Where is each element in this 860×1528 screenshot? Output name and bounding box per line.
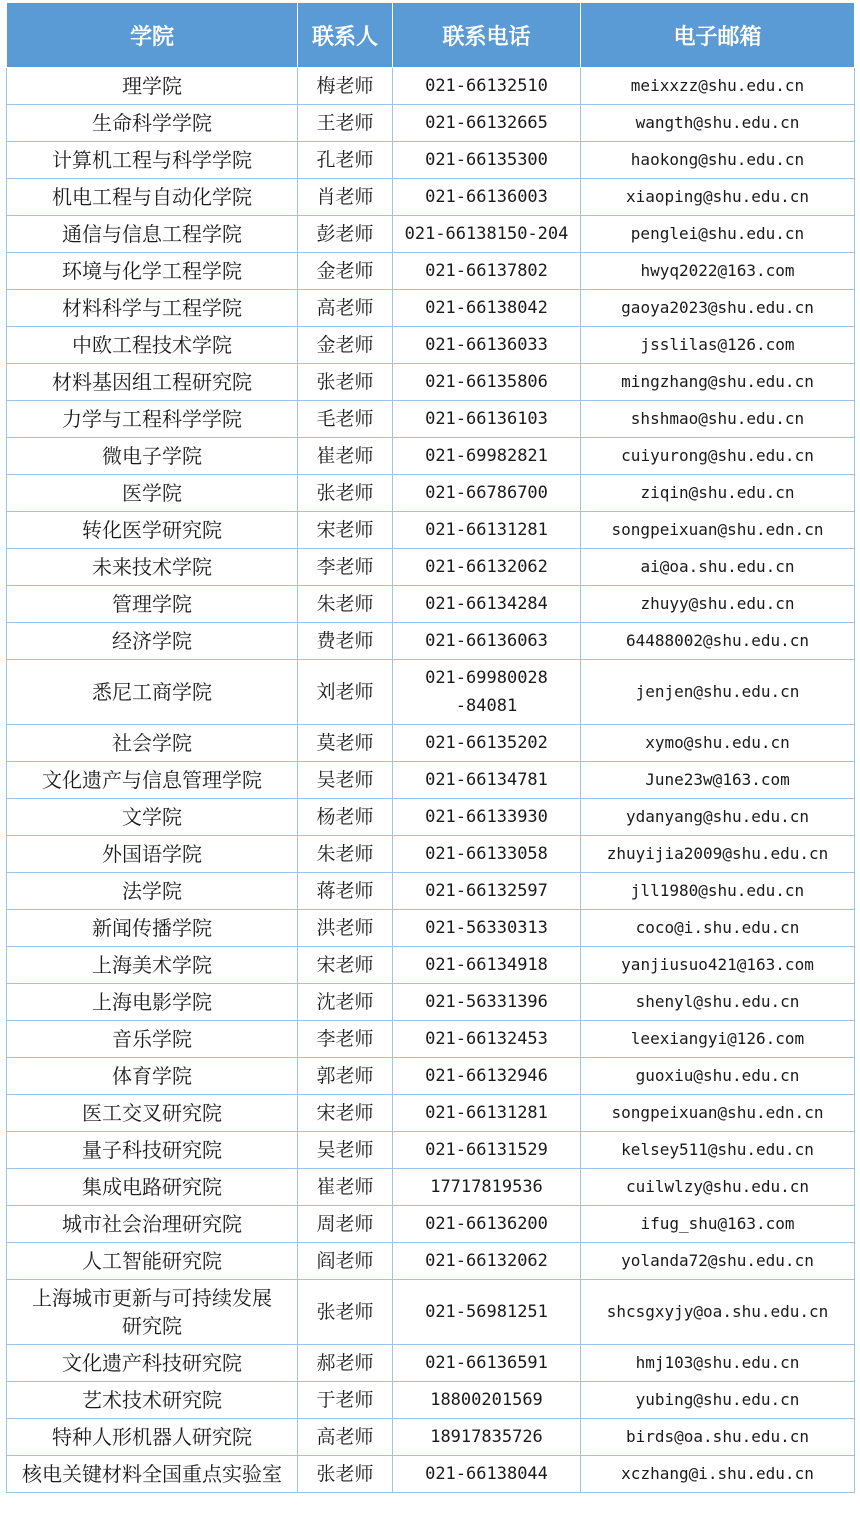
table-row — [7, 947, 855, 984]
table-row — [7, 1419, 855, 1456]
phone-cell: 18800201569 — [393, 1382, 581, 1419]
email-cell[interactable]: jsslilas@126.com — [581, 327, 855, 364]
phone-cell: 021-66135806 — [393, 364, 581, 401]
school-cell: 文学院 — [7, 799, 298, 836]
email-cell[interactable]: zhuyy@shu.edu.cn — [581, 586, 855, 623]
contact-cell: 李老师 — [298, 549, 393, 586]
email-cell[interactable]: penglei@shu.edu.cn — [581, 216, 855, 253]
contact-cell: 周老师 — [298, 1206, 393, 1243]
email-cell[interactable]: songpeixuan@shu.edn.cn — [581, 1095, 855, 1132]
phone-cell: 021-66136103 — [393, 401, 581, 438]
school-cell: 上海城市更新与可持续发展 研究院 — [7, 1280, 298, 1345]
contact-cell: 宋老师 — [298, 1095, 393, 1132]
email-cell[interactable]: jll1980@shu.edu.cn — [581, 873, 855, 910]
table-row — [7, 1095, 855, 1132]
contact-cell: 刘老师 — [298, 660, 393, 725]
email-cell[interactable]: shcsgxyjy@oa.shu.edu.cn — [581, 1280, 855, 1345]
phone-cell: 021-56331396 — [393, 984, 581, 1021]
table-row — [7, 68, 855, 105]
school-cell: 悉尼工商学院 — [7, 660, 298, 725]
table-row — [7, 799, 855, 836]
contact-cell: 杨老师 — [298, 799, 393, 836]
school-cell: 集成电路研究院 — [7, 1169, 298, 1206]
phone-cell: 021-66132062 — [393, 549, 581, 586]
school-cell: 通信与信息工程学院 — [7, 216, 298, 253]
contact-cell: 金老师 — [298, 327, 393, 364]
school-cell: 外国语学院 — [7, 836, 298, 873]
table-row — [7, 105, 855, 142]
school-cell: 人工智能研究院 — [7, 1243, 298, 1280]
school-cell: 城市社会治理研究院 — [7, 1206, 298, 1243]
table-row — [7, 1382, 855, 1419]
contact-cell: 张老师 — [298, 1280, 393, 1345]
school-cell: 音乐学院 — [7, 1021, 298, 1058]
school-cell: 中欧工程技术学院 — [7, 327, 298, 364]
table-row — [7, 401, 855, 438]
phone-cell: 021-66132597 — [393, 873, 581, 910]
phone-cell: 18917835726 — [393, 1419, 581, 1456]
school-cell: 材料科学与工程学院 — [7, 290, 298, 327]
phone-cell: 021-66135202 — [393, 725, 581, 762]
contact-cell: 郭老师 — [298, 1058, 393, 1095]
school-cell: 环境与化学工程学院 — [7, 253, 298, 290]
contact-cell: 高老师 — [298, 1419, 393, 1456]
email-cell[interactable]: xiaoping@shu.edu.cn — [581, 179, 855, 216]
school-cell: 文化遗产科技研究院 — [7, 1345, 298, 1382]
contact-cell: 吴老师 — [298, 762, 393, 799]
email-cell[interactable]: guoxiu@shu.edu.cn — [581, 1058, 855, 1095]
school-cell: 文化遗产与信息管理学院 — [7, 762, 298, 799]
email-cell[interactable]: yolanda72@shu.edu.cn — [581, 1243, 855, 1280]
contact-cell: 张老师 — [298, 475, 393, 512]
contact-cell: 王老师 — [298, 105, 393, 142]
email-cell[interactable]: songpeixuan@shu.edn.cn — [581, 512, 855, 549]
school-cell: 核电关键材料全国重点实验室 — [7, 1456, 298, 1493]
header-row — [7, 3, 855, 68]
school-cell: 体育学院 — [7, 1058, 298, 1095]
contact-cell: 张老师 — [298, 1456, 393, 1493]
school-cell: 社会学院 — [7, 725, 298, 762]
table-row — [7, 586, 855, 623]
phone-cell: 021-66138042 — [393, 290, 581, 327]
email-cell[interactable]: yubing@shu.edu.cn — [581, 1382, 855, 1419]
email-cell[interactable]: xczhang@i.shu.edu.cn — [581, 1456, 855, 1493]
email-cell[interactable]: ydanyang@shu.edu.cn — [581, 799, 855, 836]
table-row — [7, 725, 855, 762]
email-cell[interactable]: ai@oa.shu.edu.cn — [581, 549, 855, 586]
contact-cell: 金老师 — [298, 253, 393, 290]
table-row — [7, 1280, 855, 1345]
email-cell[interactable]: wangth@shu.edu.cn — [581, 105, 855, 142]
school-cell: 微电子学院 — [7, 438, 298, 475]
table-row — [7, 179, 855, 216]
email-cell[interactable]: haokong@shu.edu.cn — [581, 142, 855, 179]
table-row — [7, 1169, 855, 1206]
phone-cell: 021-66133058 — [393, 836, 581, 873]
table-row — [7, 1132, 855, 1169]
email-cell[interactable]: shshmao@shu.edu.cn — [581, 401, 855, 438]
school-cell: 力学与工程科学学院 — [7, 401, 298, 438]
phone-cell: 021-66131281 — [393, 1095, 581, 1132]
phone-cell: 021-66136063 — [393, 623, 581, 660]
contact-cell: 于老师 — [298, 1382, 393, 1419]
email-cell[interactable]: birds@oa.shu.edu.cn — [581, 1419, 855, 1456]
phone-cell: 021-66134781 — [393, 762, 581, 799]
email-cell[interactable]: hwyq2022@163.com — [581, 253, 855, 290]
contact-cell: 孔老师 — [298, 142, 393, 179]
phone-cell: 021-66786700 — [393, 475, 581, 512]
table-row — [7, 623, 855, 660]
contact-cell: 崔老师 — [298, 438, 393, 475]
phone-cell: 021-66136200 — [393, 1206, 581, 1243]
email-cell[interactable]: gaoya2023@shu.edu.cn — [581, 290, 855, 327]
school-cell: 计算机工程与科学学院 — [7, 142, 298, 179]
table-row — [7, 1345, 855, 1382]
phone-cell: 021-66132453 — [393, 1021, 581, 1058]
school-cell: 医工交叉研究院 — [7, 1095, 298, 1132]
phone-cell: 021-66134918 — [393, 947, 581, 984]
contact-cell: 朱老师 — [298, 586, 393, 623]
school-cell: 生命科学学院 — [7, 105, 298, 142]
email-cell[interactable]: June23w@163.com — [581, 762, 855, 799]
phone-cell: 021-66136033 — [393, 327, 581, 364]
contact-cell: 彭老师 — [298, 216, 393, 253]
email-cell[interactable]: zhuyijia2009@shu.edu.cn — [581, 836, 855, 873]
phone-cell: 021-66138150-204 — [393, 216, 581, 253]
header-school: 学院 — [7, 3, 298, 68]
table-row — [7, 1058, 855, 1095]
contact-cell: 朱老师 — [298, 836, 393, 873]
table-row — [7, 327, 855, 364]
table-row — [7, 216, 855, 253]
school-cell: 转化医学研究院 — [7, 512, 298, 549]
email-cell[interactable]: jenjen@shu.edu.cn — [581, 660, 855, 725]
phone-cell: 021-66136003 — [393, 179, 581, 216]
email-cell[interactable]: shenyl@shu.edu.cn — [581, 984, 855, 1021]
email-cell[interactable]: yanjiusuo421@163.com — [581, 947, 855, 984]
phone-cell: 021-66132062 — [393, 1243, 581, 1280]
table-body — [7, 68, 855, 1493]
email-cell[interactable]: hmj103@shu.edu.cn — [581, 1345, 855, 1382]
table-row — [7, 873, 855, 910]
table-row — [7, 836, 855, 873]
contact-cell: 洪老师 — [298, 910, 393, 947]
table-row — [7, 1456, 855, 1493]
contact-cell: 崔老师 — [298, 1169, 393, 1206]
contact-cell: 毛老师 — [298, 401, 393, 438]
school-cell: 机电工程与自动化学院 — [7, 179, 298, 216]
phone-cell: 17717819536 — [393, 1169, 581, 1206]
school-cell: 材料基因组工程研究院 — [7, 364, 298, 401]
table-row — [7, 475, 855, 512]
school-cell: 未来技术学院 — [7, 549, 298, 586]
email-cell[interactable]: kelsey511@shu.edu.cn — [581, 1132, 855, 1169]
phone-cell: 021-66131529 — [393, 1132, 581, 1169]
contact-cell: 莫老师 — [298, 725, 393, 762]
phone-cell: 021-66132510 — [393, 68, 581, 105]
contact-cell: 沈老师 — [298, 984, 393, 1021]
phone-cell: 021-66136591 — [393, 1345, 581, 1382]
contact-cell: 高老师 — [298, 290, 393, 327]
table-row — [7, 762, 855, 799]
phone-cell: 021-69980028 -84081 — [393, 660, 581, 725]
table-row — [7, 910, 855, 947]
contact-cell: 李老师 — [298, 1021, 393, 1058]
phone-cell: 021-66132665 — [393, 105, 581, 142]
contact-cell: 吴老师 — [298, 1132, 393, 1169]
contact-cell: 肖老师 — [298, 179, 393, 216]
contact-cell: 宋老师 — [298, 512, 393, 549]
table-row — [7, 984, 855, 1021]
school-cell: 理学院 — [7, 68, 298, 105]
email-cell[interactable]: coco@i.shu.edu.cn — [581, 910, 855, 947]
phone-cell: 021-66134284 — [393, 586, 581, 623]
email-cell[interactable]: ziqin@shu.edu.cn — [581, 475, 855, 512]
school-cell: 艺术技术研究院 — [7, 1382, 298, 1419]
table-row — [7, 253, 855, 290]
phone-cell: 021-66135300 — [393, 142, 581, 179]
phone-cell: 021-66137802 — [393, 253, 581, 290]
phone-cell: 021-66132946 — [393, 1058, 581, 1095]
phone-cell: 021-56330313 — [393, 910, 581, 947]
table-row — [7, 438, 855, 475]
table-row — [7, 549, 855, 586]
phone-cell: 021-56981251 — [393, 1280, 581, 1345]
email-cell[interactable]: 64488002@shu.edu.cn — [581, 623, 855, 660]
email-cell[interactable]: mingzhang@shu.edu.cn — [581, 364, 855, 401]
contact-cell: 宋老师 — [298, 947, 393, 984]
table-row — [7, 512, 855, 549]
header-email: 电子邮箱 — [581, 3, 855, 68]
school-cell: 管理学院 — [7, 586, 298, 623]
table-row — [7, 660, 855, 725]
email-cell[interactable]: meixxzz@shu.edu.cn — [581, 68, 855, 105]
email-cell[interactable]: ifug_shu@163.com — [581, 1206, 855, 1243]
contact-cell: 梅老师 — [298, 68, 393, 105]
contact-cell: 蒋老师 — [298, 873, 393, 910]
email-cell[interactable]: cuilwlzy@shu.edu.cn — [581, 1169, 855, 1206]
table-row — [7, 1021, 855, 1058]
table-row — [7, 142, 855, 179]
school-cell: 上海美术学院 — [7, 947, 298, 984]
school-cell: 上海电影学院 — [7, 984, 298, 1021]
contacts-table — [6, 2, 855, 1493]
phone-cell: 021-66138044 — [393, 1456, 581, 1493]
contact-cell: 阎老师 — [298, 1243, 393, 1280]
contact-cell: 张老师 — [298, 364, 393, 401]
phone-cell: 021-66131281 — [393, 512, 581, 549]
phone-cell: 021-69982821 — [393, 438, 581, 475]
header-contact: 联系人 — [298, 3, 393, 68]
email-cell[interactable]: cuiyurong@shu.edu.cn — [581, 438, 855, 475]
contact-cell: 费老师 — [298, 623, 393, 660]
contact-cell: 郝老师 — [298, 1345, 393, 1382]
email-cell[interactable]: leexiangyi@126.com — [581, 1021, 855, 1058]
table-row — [7, 290, 855, 327]
school-cell: 量子科技研究院 — [7, 1132, 298, 1169]
school-cell: 特种人形机器人研究院 — [7, 1419, 298, 1456]
table-row — [7, 1243, 855, 1280]
school-cell: 新闻传播学院 — [7, 910, 298, 947]
table-row — [7, 1206, 855, 1243]
email-cell[interactable]: xymo@shu.edu.cn — [581, 725, 855, 762]
school-cell: 经济学院 — [7, 623, 298, 660]
header-phone: 联系电话 — [393, 3, 581, 68]
phone-cell: 021-66133930 — [393, 799, 581, 836]
table-row — [7, 364, 855, 401]
school-cell: 法学院 — [7, 873, 298, 910]
school-cell: 医学院 — [7, 475, 298, 512]
